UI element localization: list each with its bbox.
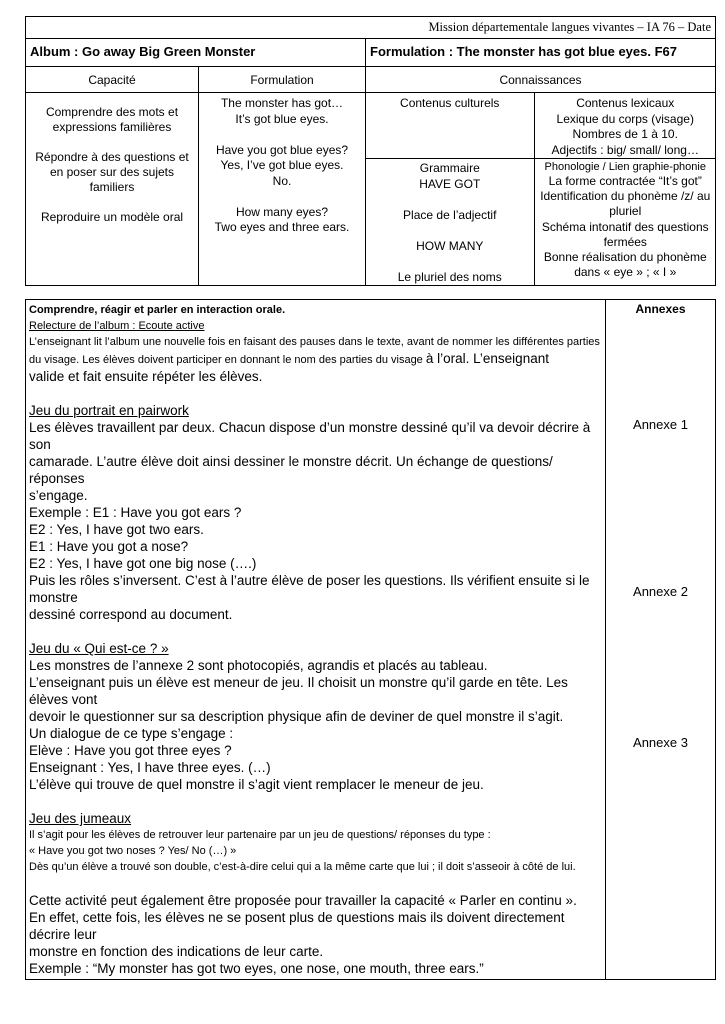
phono-cell (534, 159, 716, 286)
annexes-header: Annexes (635, 302, 686, 316)
portrait-line: dessiné correspond au document. (29, 607, 233, 622)
grammaire-line: Le pluriel des noms (397, 269, 502, 284)
grammaire-cell (366, 159, 534, 286)
relecture-text (29, 334, 602, 368)
activity-table (25, 299, 716, 980)
activity-cell (26, 300, 606, 980)
annexe-2: Annexe 2 (633, 584, 688, 599)
info-table (25, 16, 716, 286)
formulation-line: Have you got blue eyes? (215, 142, 349, 157)
portrait-line: E1 : Have you got a nose? (29, 539, 189, 554)
final-line: Exemple : “My monster has got two eyes, one nose, one mouth, three ears.” (29, 961, 484, 976)
lexicaux-line: Lexique du corps (visage) (556, 111, 694, 126)
quiestce-title (29, 640, 602, 657)
connaissances-cell (366, 93, 716, 286)
grammaire-line: HAVE GOT (419, 176, 481, 191)
quiestce-line: Un dialogue de ce type s’engage : (29, 726, 234, 741)
activity-title: Comprendre, réagir et parler en interaction orale. (29, 304, 286, 316)
capacite-item: Répondre à des questions et en poser sur des sujets familiers (35, 150, 189, 194)
jumeaux-line: Dès qu’un élève a trouvé son double, c’est-à-dire celui qui a la même carte que lui ; il doit s’asseoir à côté de lui. (29, 861, 576, 873)
portrait-line: s’engage. (29, 488, 88, 503)
quiestce-line: devoir le questionner sur sa description physique afin de deviner de quel monstre il s’agit. (29, 709, 564, 724)
annexes-cell (606, 300, 716, 980)
phono-line: La forme contractée “It’s got” (548, 174, 702, 188)
portrait-line: E2 : Yes, I have got two ears. (29, 522, 204, 537)
jumeaux-line: Il s’agit pour les élèves de retrouver leur partenaire par un jeu de questions/ réponses du type : (29, 829, 491, 841)
formulation-line: How many eyes? (235, 204, 329, 219)
phono-line: Identification du phonème /z/ au pluriel (540, 189, 711, 219)
formulation-line: It’s got blue eyes. (235, 111, 329, 126)
final-line: monstre en fonction des indications de leur carte. (29, 944, 324, 959)
portrait-title: Jeu du portrait en pairwork (29, 403, 189, 418)
album-title: Album : Go away Big Green Monster (26, 39, 366, 67)
culturels-cell (366, 93, 534, 159)
portrait-line: Exemple : E1 : Have you got ears ? (29, 505, 242, 520)
lexicaux-title: Contenus lexicaux (576, 96, 675, 110)
grammaire-line: HOW MANY (416, 238, 484, 253)
formulation-line: No. (272, 173, 292, 188)
portrait-line: Les élèves travaillent par deux. Chacun dispose d’un monstre dessiné qu’il va devoir décrire à son (29, 420, 591, 452)
capacite-cell (26, 93, 199, 286)
grammaire-line: Grammaire (419, 161, 480, 175)
phono-line: Bonne réalisation du phonème dans « eye » ; « I » (543, 250, 707, 280)
jumeaux-line: « Have you got two noses ? Yes/ No (…) » (29, 845, 237, 857)
annexe-1: Annexe 1 (633, 417, 688, 432)
column-formulation: Formulation (199, 67, 366, 93)
phono-title: Phonologie / Lien graphie-phonie (544, 161, 706, 173)
jumeaux-title: Jeu des jumeaux (29, 811, 132, 826)
portrait-line: E2 : Yes, I have got one big nose (….) (29, 556, 257, 571)
lexicaux-line: Nombres de 1 à 10. (572, 127, 678, 141)
quiestce-line: Elève : Have you got three eyes ? (29, 743, 232, 758)
column-connaissances: Connaissances (366, 67, 716, 93)
annexe-3: Annexe 3 (633, 735, 688, 750)
relecture-title: Relecture de l’album : Ecoute active (29, 320, 205, 332)
grammaire-line: Place de l’adjectif (403, 207, 497, 222)
relecture-small: L’enseignant lit l’album une nouvelle fois en faisant des pauses dans le texte, avant de nommer les différentes parties du visage. Les élèves doivent participer en donnant le nom des parties du visage (29, 336, 600, 366)
formulation-title: Formulation : The monster has got blue eyes. F67 (366, 39, 716, 67)
culturels-title: Contenus culturels (400, 96, 500, 110)
portrait-line: camarade. L’autre élève doit ainsi dessiner le monstre décrit. Un échange de questions/ réponses (29, 454, 553, 486)
quiestce-line: L’élève qui trouve de quel monstre il s’agit vient remplacer le meneur de jeu. (29, 777, 484, 792)
portrait-line: Puis les rôles s’inversent. C’est à l’autre élève de poser les questions. Ils vérifient ensuite si le monstre (29, 573, 590, 605)
column-capacite: Capacité (26, 67, 199, 93)
final-line: Cette activité peut également être proposée pour travailler la capacité « Parler en continu ». (29, 893, 577, 908)
relecture-large-b: valide et fait ensuite répéter les élèves. (29, 369, 263, 384)
relecture-large-a: à l’oral. L’enseignant (425, 351, 549, 366)
quiestce-title-text: Jeu du « Qui est-ce ? » (29, 641, 169, 656)
capacite-item: Comprendre des mots et expressions familières (45, 105, 179, 134)
final-line: En effet, cette fois, les élèves ne se posent plus de questions mais ils doivent directement décrire leur (29, 910, 565, 942)
capacite-item: Reproduire un modèle oral (40, 210, 184, 224)
formulation-line: Two eyes and three ears. (214, 220, 350, 234)
formulation-cell (199, 93, 366, 286)
lexicaux-line: Adjectifs : big/ small/ long… (551, 142, 699, 157)
phono-line: Schéma intonatif des questions fermées (541, 219, 709, 249)
formulation-line: The monster has got… (220, 96, 344, 110)
formulation-line: Yes, I’ve got blue eyes. (220, 158, 344, 172)
quiestce-line: Enseignant : Yes, I have three eyes. (…) (29, 760, 271, 775)
lexicaux-cell (534, 93, 716, 159)
quiestce-line: L’enseignant puis un élève est meneur de jeu. Il choisit un monstre qu’il garde en tête. Les élèves vont (29, 675, 568, 707)
mission-header: Mission départementale langues vivantes – IA 76 – Date (26, 17, 716, 39)
quiestce-line: Les monstres de l’annexe 2 sont photocopiés, agrandis et placés au tableau. (29, 658, 488, 673)
